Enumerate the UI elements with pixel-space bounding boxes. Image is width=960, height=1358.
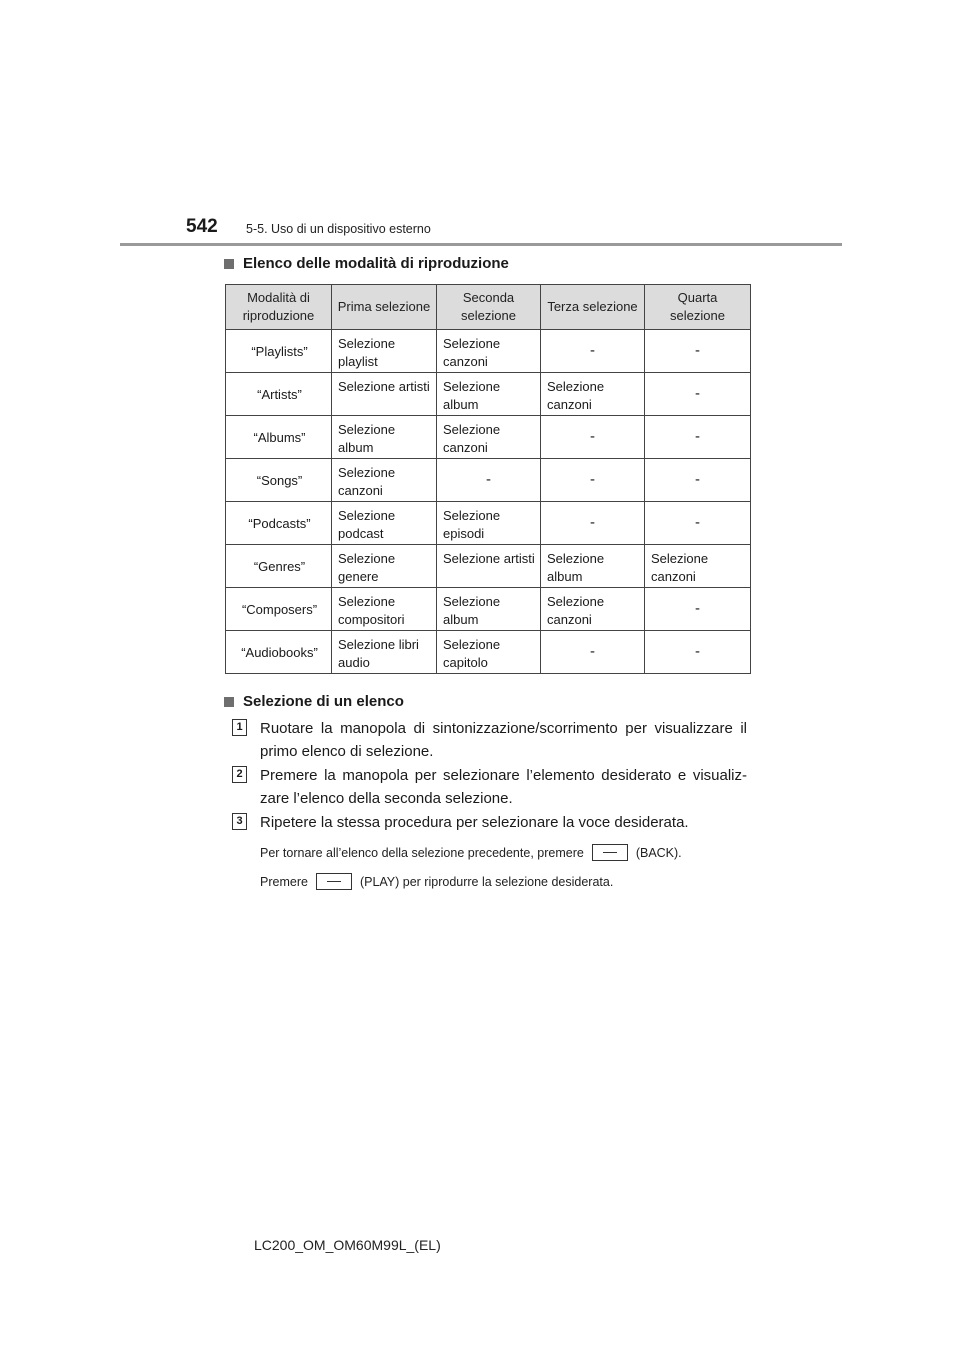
step-text: Premere la manopola per selezionare l’elemento desiderato e visualiz-zare l’elenco della seconda selezione. [260, 767, 747, 807]
table-cell: - [645, 416, 751, 459]
page-number: 542 [186, 216, 218, 237]
step-item [232, 764, 747, 810]
step-item [232, 811, 747, 834]
column-header: Quarta selezione [645, 285, 751, 330]
note-play [260, 873, 613, 890]
table-cell: “Albums” [226, 416, 332, 459]
column-header: Seconda selezione [437, 285, 541, 330]
table-cell: “Composers” [226, 588, 332, 631]
table-cell: “Artists” [226, 373, 332, 416]
step-number-badge: 3 [232, 813, 247, 830]
back-button-icon [592, 844, 628, 861]
table-cell: “Audiobooks” [226, 631, 332, 674]
table-cell: Selezione canzoni [541, 373, 645, 416]
section-title-select-list [224, 693, 404, 710]
table-cell: - [541, 416, 645, 459]
table-cell: Selezione capitolo [437, 631, 541, 674]
table-row [226, 416, 751, 459]
header-rule [120, 243, 842, 246]
note-play-text-after: (PLAY) per riprodurre la selezione desiderata. [359, 874, 614, 889]
play-modes-table [225, 284, 751, 674]
play-button-icon [316, 873, 352, 890]
table-row [226, 459, 751, 502]
table-cell: “Podcasts” [226, 502, 332, 545]
footer-doc-code: LC200_OM_OM60M99L_(EL) [254, 1237, 441, 1253]
table-cell: - [437, 459, 541, 502]
table-cell: Selezione episodi [437, 502, 541, 545]
table-cell: Selezione canzoni [437, 330, 541, 373]
table-cell: Selezione canzoni [437, 416, 541, 459]
step-number-badge: 2 [232, 766, 247, 783]
table-cell: - [645, 502, 751, 545]
table-cell: Selezione album [332, 416, 437, 459]
step-item [232, 717, 747, 763]
table-row [226, 631, 751, 674]
table-row [226, 330, 751, 373]
column-header: Prima selezione [332, 285, 437, 330]
table-row [226, 373, 751, 416]
table-cell: “Genres” [226, 545, 332, 588]
table-cell: Selezione album [437, 373, 541, 416]
step-text: Ruotare la manopola di sintonizzazione/scorrimento per visualizzare il primo elenco di selezione. [260, 720, 747, 760]
table-cell: - [645, 588, 751, 631]
table-cell: Selezione canzoni [332, 459, 437, 502]
step-number-badge: 1 [232, 719, 247, 736]
table-cell: Selezione playlist [332, 330, 437, 373]
note-play-text-before: Premere [260, 874, 308, 889]
table-cell: “Songs” [226, 459, 332, 502]
table-cell: - [645, 459, 751, 502]
note-back-text-after: (BACK). [635, 845, 682, 860]
table-cell: Selezione genere [332, 545, 437, 588]
table-cell: - [541, 502, 645, 545]
table-cell: Selezione podcast [332, 502, 437, 545]
note-back-text-before: Per tornare all’elenco della selezione precedente, premere [260, 845, 584, 860]
breadcrumb: 5-5. Uso di un dispositivo esterno [246, 222, 431, 236]
table-header-row [226, 285, 751, 330]
table-cell: Selezione compositori [332, 588, 437, 631]
table-cell: Selezione canzoni [541, 588, 645, 631]
table-cell: - [645, 330, 751, 373]
table-row [226, 588, 751, 631]
section-title-text: Elenco delle modalità di riproduzione [243, 255, 509, 272]
table-cell: - [645, 373, 751, 416]
table-cell: Selezione artisti [332, 373, 437, 416]
table-cell: Selezione artisti [437, 545, 541, 588]
square-bullet-icon [224, 259, 234, 269]
steps-list [232, 717, 747, 835]
note-back [260, 844, 682, 861]
section-title-text: Selezione di un elenco [243, 693, 404, 710]
table-cell: Selezione libri audio [332, 631, 437, 674]
table-cell: - [541, 631, 645, 674]
table-cell: Selezione canzoni [645, 545, 751, 588]
section-title-play-modes [224, 255, 509, 272]
table-row [226, 545, 751, 588]
table-row [226, 502, 751, 545]
column-header: Terza selezione [541, 285, 645, 330]
table-cell: - [541, 330, 645, 373]
table-cell: - [645, 631, 751, 674]
column-header: Modalità di riproduzione [226, 285, 332, 330]
step-text: Ripetere la stessa procedura per selezionare la voce desiderata. [260, 814, 689, 831]
table-cell: Selezione album [437, 588, 541, 631]
table-cell: - [541, 459, 645, 502]
table-cell: “Playlists” [226, 330, 332, 373]
table-cell: Selezione album [541, 545, 645, 588]
table-body [226, 330, 751, 674]
square-bullet-icon [224, 697, 234, 707]
